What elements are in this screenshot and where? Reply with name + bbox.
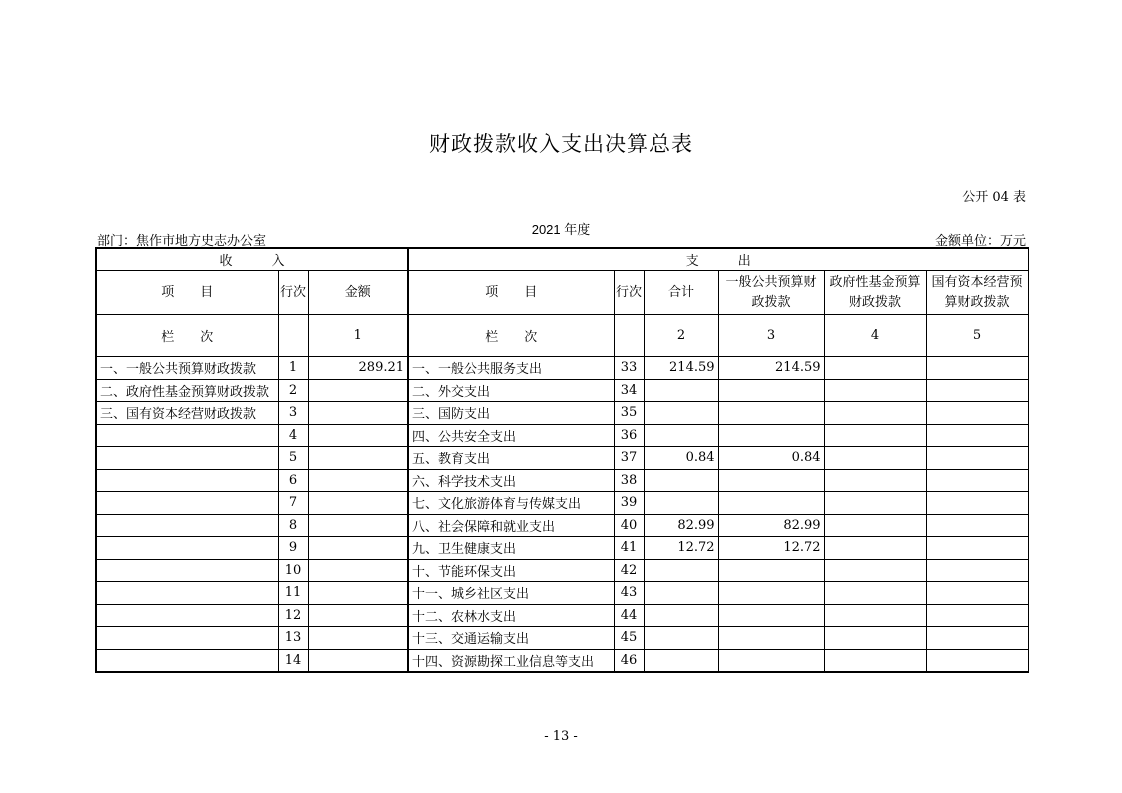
header-row-groups (96, 248, 1028, 271)
general-budget-cell: 0.84 (718, 447, 824, 470)
income-item-cell (96, 559, 278, 582)
line-no2-cell: 40 (614, 514, 644, 537)
table-row (96, 559, 1028, 582)
gov-fund-cell (824, 424, 926, 447)
income-item-cell (96, 514, 278, 537)
table-row (96, 357, 1028, 380)
gov-fund-cell (824, 582, 926, 605)
blank-cell (614, 315, 644, 357)
total-cell (644, 627, 718, 650)
amount-cell (308, 559, 408, 582)
gov-fund-cell (824, 559, 926, 582)
gov-fund-header: 政府性基金预算财政拨款 (824, 271, 926, 315)
expense-item-cell: 七、文化旅游体育与传媒支出 (408, 492, 614, 515)
line-no-cell: 10 (278, 559, 308, 582)
total-cell (644, 424, 718, 447)
line-no2-cell: 34 (614, 379, 644, 402)
income-item-cell (96, 649, 278, 672)
income-item-cell (96, 627, 278, 650)
table-row (96, 537, 1028, 560)
state-capital-cell (926, 604, 1028, 627)
amount-cell (308, 582, 408, 605)
general-budget-cell (718, 627, 824, 650)
general-budget-cell (718, 402, 824, 425)
state-capital-cell (926, 447, 1028, 470)
line-no-cell: 5 (278, 447, 308, 470)
state-capital-cell (926, 424, 1028, 447)
expense-item-cell: 五、教育支出 (408, 447, 614, 470)
expense-item-header: 项 目 (408, 271, 614, 315)
expense-item-cell: 八、社会保障和就业支出 (408, 514, 614, 537)
expense-item-cell: 一、一般公共服务支出 (408, 357, 614, 380)
amount-cell (308, 627, 408, 650)
col-index-3: 3 (718, 315, 824, 357)
total-cell (644, 402, 718, 425)
total-cell (644, 469, 718, 492)
gov-fund-cell (824, 627, 926, 650)
table-body (96, 357, 1028, 673)
gov-fund-cell (824, 469, 926, 492)
total-cell: 214.59 (644, 357, 718, 380)
income-group-header: 收 入 (96, 248, 408, 271)
gov-fund-cell (824, 447, 926, 470)
header-row-columns (96, 271, 1028, 315)
expense-item-cell: 十、节能环保支出 (408, 559, 614, 582)
gov-fund-cell (824, 537, 926, 560)
income-item-cell: 一、一般公共预算财政拨款 (96, 357, 278, 380)
col-index-4: 4 (824, 315, 926, 357)
line-no2-header: 行次 (614, 271, 644, 315)
amount-cell (308, 379, 408, 402)
total-cell (644, 604, 718, 627)
state-capital-cell (926, 582, 1028, 605)
general-budget-cell (718, 492, 824, 515)
amount-cell (308, 447, 408, 470)
line-no2-cell: 35 (614, 402, 644, 425)
line-no2-cell: 39 (614, 492, 644, 515)
line-no2-cell: 38 (614, 469, 644, 492)
column-label-income: 栏 次 (96, 315, 278, 357)
amount-cell (308, 649, 408, 672)
table-row (96, 604, 1028, 627)
state-capital-cell (926, 357, 1028, 380)
amount-cell (308, 492, 408, 515)
column-label-expense: 栏 次 (408, 315, 614, 357)
total-cell: 12.72 (644, 537, 718, 560)
general-budget-cell: 82.99 (718, 514, 824, 537)
total-header: 合计 (644, 271, 718, 315)
line-no-cell: 4 (278, 424, 308, 447)
line-no2-cell: 43 (614, 582, 644, 605)
col-index-5: 5 (926, 315, 1028, 357)
general-budget-cell (718, 604, 824, 627)
state-capital-cell (926, 379, 1028, 402)
general-budget-header: 一般公共预算财政拨款 (718, 271, 824, 315)
expense-item-cell: 六、科学技术支出 (408, 469, 614, 492)
income-item-cell (96, 604, 278, 627)
state-capital-header: 国有资本经营预算财政拨款 (926, 271, 1028, 315)
line-no2-cell: 46 (614, 649, 644, 672)
total-cell (644, 649, 718, 672)
total-cell (644, 582, 718, 605)
expense-item-cell: 十一、城乡社区支出 (408, 582, 614, 605)
income-item-header: 项 目 (96, 271, 278, 315)
form-code: 公开 04 表 (962, 190, 1026, 205)
income-item-cell (96, 424, 278, 447)
general-budget-cell (718, 469, 824, 492)
general-budget-cell: 214.59 (718, 357, 824, 380)
line-no2-cell: 42 (614, 559, 644, 582)
state-capital-cell (926, 469, 1028, 492)
table-row (96, 514, 1028, 537)
state-capital-cell (926, 492, 1028, 515)
table-row (96, 447, 1028, 470)
gov-fund-cell (824, 649, 926, 672)
gov-fund-cell (824, 357, 926, 380)
expense-item-cell: 十二、农林水支出 (408, 604, 614, 627)
col-index-2: 2 (644, 315, 718, 357)
expense-item-cell: 二、外交支出 (408, 379, 614, 402)
income-item-cell (96, 492, 278, 515)
state-capital-cell (926, 649, 1028, 672)
amount-cell (308, 469, 408, 492)
income-item-cell (96, 537, 278, 560)
line-no-cell: 1 (278, 357, 308, 380)
amount-cell: 289.21 (308, 357, 408, 380)
table-row (96, 402, 1028, 425)
line-no-cell: 13 (278, 627, 308, 650)
table-row (96, 469, 1028, 492)
total-cell (644, 492, 718, 515)
amount-cell (308, 402, 408, 425)
blank-cell (278, 315, 308, 357)
line-no2-cell: 41 (614, 537, 644, 560)
line-no-cell: 12 (278, 604, 308, 627)
general-budget-cell (718, 649, 824, 672)
gov-fund-cell (824, 492, 926, 515)
page-title: 财政拨款收入支出决算总表 (429, 132, 693, 156)
table-row (96, 424, 1028, 447)
line-no2-cell: 36 (614, 424, 644, 447)
line-no2-cell: 33 (614, 357, 644, 380)
total-cell (644, 559, 718, 582)
income-item-cell (96, 582, 278, 605)
gov-fund-cell (824, 514, 926, 537)
line-no2-cell: 44 (614, 604, 644, 627)
expense-group-header: 支 出 (408, 248, 1028, 271)
general-budget-cell: 12.72 (718, 537, 824, 560)
general-budget-cell (718, 582, 824, 605)
line-no-cell: 7 (278, 492, 308, 515)
budget-table (95, 247, 1029, 673)
state-capital-cell (926, 514, 1028, 537)
state-capital-cell (926, 627, 1028, 650)
amount-header: 金额 (308, 271, 408, 315)
state-capital-cell (926, 559, 1028, 582)
expense-item-cell: 四、公共安全支出 (408, 424, 614, 447)
table-row (96, 492, 1028, 515)
line-no-cell: 14 (278, 649, 308, 672)
line-no-cell: 3 (278, 402, 308, 425)
table-row (96, 627, 1028, 650)
line-no-cell: 2 (278, 379, 308, 402)
state-capital-cell (926, 537, 1028, 560)
table-row (96, 649, 1028, 672)
total-cell (644, 379, 718, 402)
line-no2-cell: 37 (614, 447, 644, 470)
expense-item-cell: 三、国防支出 (408, 402, 614, 425)
total-cell: 0.84 (644, 447, 718, 470)
general-budget-cell (718, 424, 824, 447)
line-no-cell: 9 (278, 537, 308, 560)
amount-cell (308, 537, 408, 560)
table-row (96, 582, 1028, 605)
department-label: 部门：焦作市地方史志办公室 (97, 234, 267, 249)
gov-fund-cell (824, 379, 926, 402)
general-budget-cell (718, 379, 824, 402)
header-row-index (96, 315, 1028, 357)
general-budget-cell (718, 559, 824, 582)
amount-cell (308, 604, 408, 627)
income-item-cell: 三、国有资本经营财政拨款 (96, 402, 278, 425)
line-no-cell: 8 (278, 514, 308, 537)
state-capital-cell (926, 402, 1028, 425)
expense-item-cell: 九、卫生健康支出 (408, 537, 614, 560)
income-item-cell (96, 447, 278, 470)
income-item-cell (96, 469, 278, 492)
income-item-cell: 二、政府性基金预算财政拨款 (96, 379, 278, 402)
expense-item-cell: 十三、交通运输支出 (408, 627, 614, 650)
col-index-1: 1 (308, 315, 408, 357)
total-cell: 82.99 (644, 514, 718, 537)
line-no-header: 行次 (278, 271, 308, 315)
line-no-cell: 6 (278, 469, 308, 492)
fiscal-year: 2021 年度 (531, 222, 591, 237)
table-row (96, 379, 1028, 402)
gov-fund-cell (824, 604, 926, 627)
page-number: - 13 - (544, 729, 578, 744)
amount-cell (308, 424, 408, 447)
amount-cell (308, 514, 408, 537)
unit-label: 金额单位：万元 (934, 234, 1026, 249)
line-no-cell: 11 (278, 582, 308, 605)
expense-item-cell: 十四、资源勘探工业信息等支出 (408, 649, 614, 672)
gov-fund-cell (824, 402, 926, 425)
line-no2-cell: 45 (614, 627, 644, 650)
